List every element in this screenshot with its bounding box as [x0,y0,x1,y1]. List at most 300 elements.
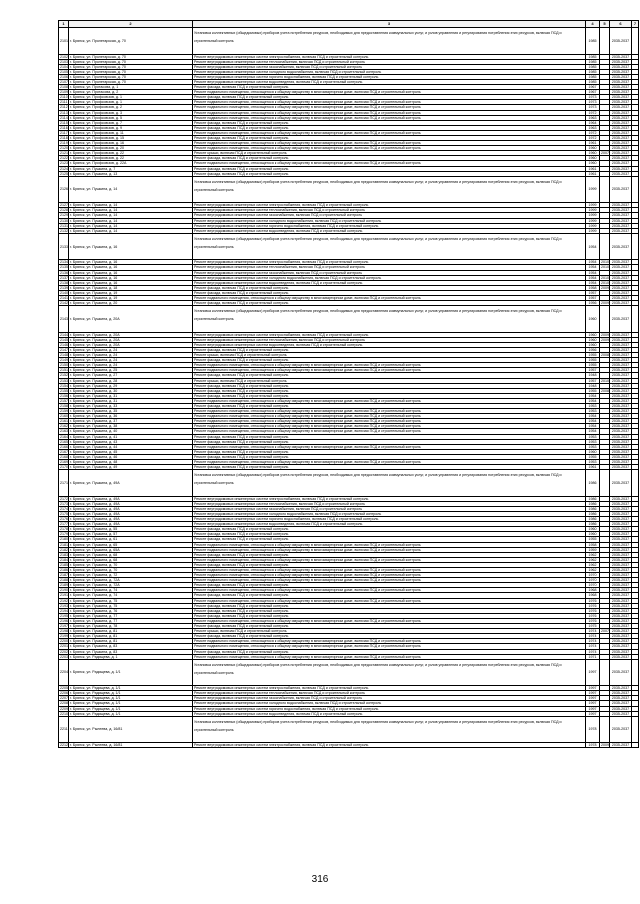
row-number-cell: 2136 [60,270,68,275]
row-number-cell: 2169 [60,460,68,464]
address-cell: г. Брянск, ул. Пушкина, д. 61 [69,537,193,542]
row-number-cell: 2201 [60,644,68,649]
address-cell: г. Брянск, ул. Пушкина, д. 78 [69,624,193,629]
address-cell: г. Брянск, ул. Пролетарская, д. 70 [69,28,193,55]
planned-period-cell: 2035-2037 [610,332,632,337]
address-cell: г. Брянск, ул. Пушкина, д. 49А [69,522,193,527]
row-number-cell: 2191 [60,593,68,598]
address-cell: г. Брянск, ул. Пушкина, д. 35 [69,409,193,414]
address-cell: г. Брянск, ул. Профсоюзов, д. 16 [69,141,193,146]
year-built-cell: 1997 [586,696,600,701]
address-cell: г. Брянск, ул. Профсоюзов, д. 5 [69,115,193,120]
work-type-cell: Ремонт подвального помещения, относящегося к общему имуществу в многоквартирном доме, включая ПСД и строительный контроль [193,130,586,135]
address-cell: г. Брянск, ул. Пушкина, д. 43 [69,439,193,444]
address-cell: г. Брянск, ул. Пушкина, д. 14 [69,218,193,223]
planned-period-cell: 2035-2037 [610,110,632,115]
planned-period-cell: 2035-2037 [610,573,632,578]
planned-period-cell: 2035-2037 [610,644,632,649]
address-cell: г. Брянск, ул. Пушкина, д. 14 [69,228,193,233]
row-number-cell: 2180 [60,537,68,542]
work-type-cell: Ремонт фасада, включая ПСД и строительный контроль [193,449,586,454]
year-built-cell: 1997 [586,701,600,706]
last-repair-year-cell: 2009 [601,332,609,337]
row-number-cell: 2116 [60,125,68,130]
work-type-cell: Ремонт подвального помещения, относящегося к общему имуществу в многоквартирном доме, включая ПСД и строительный контроль [193,398,586,403]
work-type-cell: Ремонт внутридомовых инженерных систем теплоснабжения, включая ПСД и строительный контроль [193,59,586,64]
work-type-cell: Ремонт подвального помещения, относящегося к общему имуществу в многоквартирном доме, включая ПСД и строительный контроль [193,105,586,110]
row-number-cell: 2113 [60,110,68,115]
row-number-cell: 2125 [60,171,68,176]
address-cell: г. Брянск, ул. Пушкина, д. 74 [69,588,193,593]
planned-period-cell: 2035-2037 [610,120,632,125]
planned-period-cell: 2035-2037 [610,470,632,497]
address-cell: г. Брянск, ул. Пушкина, д. 77 [69,613,193,618]
row-number-cell: 2104 [60,64,68,69]
year-built-cell: 1960 [586,527,600,532]
address-cell: г. Брянск, ул. Пушкина, д. 75 [69,603,193,608]
planned-period-cell: 2035-2037 [610,624,632,629]
work-type-cell: Ремонт внутридомовых инженерных систем холодного водоснабжения, включая ПСД и строительный контроль [193,218,586,223]
year-built-cell: 1956 [586,301,600,306]
year-built-cell: 1960 [586,337,600,342]
year-built-cell: 1954 [586,275,600,280]
address-cell: г. Брянск, ул. Пушкина, д. 49 [69,465,193,470]
address-cell: г. Брянск, ул. Пушкина, д. 70 [69,562,193,567]
row-number-cell: 2188 [60,578,68,583]
row-number-cell: 2164 [60,434,68,439]
note-cell [632,659,639,686]
last-repair-year-cell: 2009 [601,743,609,748]
row-number-cell: 2204 [59,659,69,686]
planned-period-cell: 2035-2037 [610,85,632,90]
row-number-cell: 2117 [60,130,68,135]
work-type-cell: Ремонт внутридомовых инженерных систем электроснабжения, включая ПСД и строительный контроль [193,54,586,59]
year-built-cell: 1985 [586,54,600,59]
year-built-cell: 1974 [586,644,600,649]
last-repair-year-cell: 2010 [601,280,609,285]
year-built-cell: 1975 [586,624,600,629]
work-type-cell: Ремонт внутридомовых инженерных систем водоотведения, включая ПСД и строительный контроль [193,79,586,84]
row-number-cell: 2127 [60,203,68,208]
work-type-cell: Ремонт подвального помещения, относящегося к общему имуществу в многоквартирном доме, включая ПСД и строительный контроль [193,424,586,429]
address-cell: г. Брянск, ул. Профсоюзов, д. 2 [69,105,193,110]
year-built-cell: 1997 [586,706,600,711]
year-built-cell: 1974 [586,629,600,634]
planned-period-cell: 2035-2037 [610,383,632,388]
planned-period-cell: 2035-2037 [610,649,632,654]
work-type-cell: Ремонт фасада, включая ПСД и строительный контроль [193,156,586,161]
planned-period-cell: 2035-2037 [610,79,632,84]
row-number-cell: 2200 [60,639,68,644]
row-number-cell: 2199 [60,634,68,639]
year-built-cell: 1961 [586,141,600,146]
planned-period-cell: 2035-2037 [610,613,632,618]
address-cell: г. Брянск, ул. Профсоюзов, д. 1 [69,95,193,100]
planned-period-cell: 2035-2037 [610,434,632,439]
address-cell: г. Брянск, ул. Пушкина, д. 16 [69,265,193,270]
planned-period-cell: 2035-2037 [610,629,632,634]
work-type-cell: Ремонт фасада, включая ПСД и строительный контроль [193,603,586,608]
row-number-cell: 2197 [60,624,68,629]
row-number-cell: 2102 [60,54,68,59]
work-type-cell: Ремонт фасада, включая ПСД и строительный контроль [193,634,586,639]
row-number-cell: 2103 [60,59,68,64]
year-built-cell: 1960 [586,532,600,537]
work-type-cell: Ремонт фасада, включая ПСД и строительный контроль [193,373,586,378]
address-cell: г. Брянск, ул. Пушкина, д. 49А [69,496,193,501]
row-number-cell: 2110 [60,95,68,100]
address-cell: г. Брянск, ул. Пушкина, д. 49А [69,511,193,516]
work-type-cell: Ремонт фасада, включая ПСД и строительный контроль [193,171,586,176]
address-cell: г. Брянск, ул. Пушкина, д. 28 [69,378,193,383]
work-type-cell: Ремонт внутридомовых инженерных систем теплоснабжения, включая ПСД и строительный контроль [193,691,586,696]
planned-period-cell: 2035-2037 [610,115,632,120]
address-cell: г. Брянск, ул. Пушкина, д. 49А [69,517,193,522]
work-type-cell: Ремонт внутридомовых инженерных систем водоотведения, включая ПСД и строительный контроль [193,228,586,233]
row-number-cell: 2205 [60,686,68,691]
planned-period-cell: 2035-2037 [610,593,632,598]
address-cell: г. Брянск, ул. Пролетарская, д. 70 [69,69,193,74]
address-cell: г. Брянск, ул. Пушкина, д. 65 [69,542,193,547]
work-type-cell: Ремонт фасада, включая ПСД и строительный контроль [193,532,586,537]
planned-period-cell: 2035-2037 [610,634,632,639]
work-type-cell: Ремонт фасада, включая ПСД и строительный контроль [193,125,586,130]
planned-period-cell: 2035-2037 [610,64,632,69]
address-cell: г. Брянск, ул. Пушкина, д. 72А [69,578,193,583]
year-built-cell: 1960 [586,306,600,333]
planned-period-cell: 2035-2037 [610,691,632,696]
planned-period-cell: 2035-2037 [610,378,632,383]
last-repair-year-cell: 2008 [601,353,609,358]
note-cell [632,306,639,333]
address-cell: г. Брянск, ул. Пушкина, д. 24 [69,363,193,368]
planned-period-cell: 2035-2037 [610,218,632,223]
row-number-cell: 2198 [60,629,68,634]
row-number-cell: 2194 [60,608,68,613]
last-repair-year-cell: 2010 [601,260,609,265]
row-number-cell: 2156 [60,393,68,398]
row-number-cell: 2123 [60,161,68,166]
address-cell: г. Брянск, ул. Пушкина, д. 18 [69,285,193,290]
note-cell [632,233,639,260]
last-repair-year-cell [600,233,610,260]
row-number-cell: 2139 [60,285,68,290]
year-built-cell: 1999 [586,218,600,223]
planned-period-cell: 2035-2037 [610,608,632,613]
register-table [58,20,639,748]
address-cell: г. Брянск, ул. Пролетарская, д. 70 [69,59,193,64]
planned-period-cell: 2035-2037 [610,583,632,588]
address-cell: г. Брянск, ул. Профсоюзов, д. 11 [69,130,193,135]
row-number-cell: 2178 [60,527,68,532]
row-number-cell: 2208 [60,701,68,706]
note-cell [632,470,639,497]
address-cell: г. Брянск, ул. Пушкина, д. 76 [69,608,193,613]
year-built-cell: 1954 [586,270,600,275]
work-type-cell: Ремонт подвального помещения, относящегося к общему имуществу в многоквартирном доме, включая ПСД и строительный контроль [193,100,586,105]
year-built-cell: 1999 [586,176,600,203]
work-type-cell: Ремонт фасада, включая ПСД и строительный контроль [193,166,586,171]
row-number-cell: 2105 [60,69,68,74]
work-type-cell: Ремонт внутридомовых инженерных систем электроснабжения, включая ПСД и строительный контроль [193,203,586,208]
address-cell: г. Брянск, ул. Пушкина, д. 20 [69,301,193,306]
year-built-cell: 1960 [586,156,600,161]
planned-period-cell: 2035-2037 [610,706,632,711]
year-built-cell: 1955 [586,358,600,363]
address-cell: г. Брянск, ул. Радищева, д. 1/1 [69,706,193,711]
row-number-cell: 2115 [60,120,68,125]
year-built-cell: 1953 [586,439,600,444]
work-type-cell: Ремонт фасада, включая ПСД и строительный контроль [193,85,586,90]
work-type-cell: Ремонт подвального помещения, относящегося к общему имуществу в многоквартирном доме, включая ПСД и строительный контроль [193,639,586,644]
planned-period-cell: 2035-2037 [610,578,632,583]
row-number-cell: 2119 [60,141,68,146]
work-type-cell: Ремонт подвального помещения, относящегося к общему имуществу в многоквартирном доме, включая ПСД и строительный контроль [193,618,586,623]
address-cell: г. Брянск, ул. Пушкина, д. 33 [69,403,193,408]
work-type-cell: Ремонт подвального помещения, относящегося к общему имуществу в многоквартирном доме, включая ПСД и строительный контроль [193,141,586,146]
planned-period-cell: 2035-2037 [610,213,632,218]
address-cell: г. Брянск, ул. Пушкина, д. 83 [69,644,193,649]
year-built-cell: 1960 [586,342,600,347]
last-repair-year-cell: 2009 [601,301,609,306]
work-type-cell: Ремонт фасада, включая ПСД и строительный контроль [193,434,586,439]
planned-period-cell: 2035-2037 [610,171,632,176]
year-built-cell: 1999 [586,223,600,228]
address-cell: г. Брянск, ул. Пушкина, д. 19 [69,290,193,295]
address-cell: г. Брянск, ул. Профсоюзов, д. 7 [69,120,193,125]
address-cell: г. Брянск, ул. Протасова, д. 1 [69,85,193,90]
year-built-cell: 1948 [586,373,600,378]
planned-period-cell: 2035-2037 [610,542,632,547]
work-type-cell: Ремонт внутридомовых инженерных систем водоотведения, включая ПСД и строительный контроль [193,342,586,347]
row-number-cell: 2189 [60,583,68,588]
address-cell: г. Брянск, ул. Пушкина, д. 19 [69,295,193,300]
row-number-cell: 2107 [60,79,68,84]
table-row [59,716,639,743]
planned-period-cell: 2035-2037 [610,654,632,659]
year-built-cell: 1960 [586,449,600,454]
address-cell: г. Брянск, ул. Пушкина, д. 72А [69,583,193,588]
address-cell: г. Брянск, ул. Пушкина, д. 14 [69,213,193,218]
row-number-cell: 2175 [60,511,68,516]
row-number-cell: 2122 [60,156,68,161]
work-type-cell: Ремонт подвального помещения, относящегося к общему имуществу в многоквартирном доме, включая ПСД и строительный контроль [193,368,586,373]
row-number-cell: 2152 [60,373,68,378]
year-built-cell: 1955 [586,363,600,368]
year-built-cell: 1954 [586,280,600,285]
work-type-cell: Ремонт внутридомовых инженерных систем газоснабжения, включая ПСД и строительный контроль [193,506,586,511]
last-repair-year-cell [600,176,610,203]
year-built-cell: 1976 [586,618,600,623]
last-repair-year-cell [600,470,610,497]
year-built-cell: 1954 [586,233,600,260]
planned-period-cell: 2035-2037 [610,429,632,434]
row-number-cell: 2124 [60,166,68,171]
address-cell: г. Брянск, ул. Пушкина, д. 38 [69,424,193,429]
address-cell: г. Брянск, ул. Пушкина, д. 14 [69,208,193,213]
planned-period-cell: 2035-2037 [610,659,632,686]
work-type-cell: Ремонт внутридомовых инженерных систем теплоснабжения, включая ПСД и строительный контроль [193,501,586,506]
address-cell: г. Брянск, ул. Пушкина, д. 25 [69,368,193,373]
work-type-cell: Ремонт внутридомовых инженерных систем газоснабжения, включая ПСД и строительный контроль [193,213,586,218]
work-type-cell: Ремонт подвального помещения, относящегося к общему имуществу в многоквартирном доме, включая ПСД и строительный контроль [193,444,586,449]
work-type-cell: Ремонт внутридомовых инженерных систем газоснабжения, включая ПСД и строительный контроль [193,64,586,69]
last-repair-year-cell [600,716,610,743]
work-type-cell: Ремонт подвального помещения, относящегося к общему имуществу в многоквартирном доме, включая ПСД и строительный контроль [193,598,586,603]
work-type-cell: Ремонт внутридомовых инженерных систем теплоснабжения, включая ПСД и строительный контроль [193,337,586,342]
work-type-cell: Ремонт подвального помещения, относящегося к общему имуществу в многоквартирном доме, включая ПСД и строительный контроль [193,542,586,547]
address-cell: г. Брянск, ул. Пушкина, д. 49А [69,501,193,506]
row-number-cell: 2129 [60,213,68,218]
last-repair-year-cell: 2009 [601,285,609,290]
year-built-cell: 1953 [586,409,600,414]
work-type-cell: Ремонт фасада, включая ПСД и строительный контроль [193,95,586,100]
planned-period-cell: 2035-2037 [610,409,632,414]
address-cell: г. Брянск, ул. Пушкина, д. 16 [69,260,193,265]
work-type-cell: Ремонт фасада, включая ПСД и строительный контроль [193,593,586,598]
planned-period-cell: 2035-2037 [610,156,632,161]
year-built-cell: 1953 [586,460,600,465]
work-type-cell: Ремонт внутридомовых инженерных систем горячего водоснабжения, включая ПСД и строительный контроль [193,74,586,79]
address-cell: г. Брянск, ул. Пушкина, д. 77 [69,618,193,623]
work-type-cell: Ремонт внутридомовых инженерных систем водоотведения, включая ПСД и строительный контроль [193,280,586,285]
last-repair-year-cell [600,659,610,686]
address-cell: г. Брянск, ул. Профсоюзов, д. 15 [69,136,193,141]
work-type-cell: Ремонт подвального помещения, относящегося к общему имуществу в многоквартирном доме, включая ПСД и строительный контроль [193,414,586,419]
address-cell: г. Брянск, ул. Профсоюзов, д. 9 [69,125,193,130]
work-type-cell: Ремонт внутридомовых инженерных систем водоотведения, включая ПСД и строительный контроль [193,522,586,527]
year-built-cell: 1953 [586,434,600,439]
address-cell: г. Брянск, ул. Пушкина, д. 30 [69,388,193,393]
row-number-cell: 2172 [60,496,68,501]
table-row [59,28,639,55]
year-built-cell: 1974 [586,649,600,654]
note-cell [632,716,639,743]
year-built-cell: 1961 [586,465,600,470]
address-cell: г. Брянск, ул. Профсоюзов, д. 20 [69,146,193,151]
row-number-cell: 2145 [60,337,68,342]
address-cell: г. Брянск, ул. Пушкина, д. 68 [69,557,193,562]
row-number-cell: 2120 [60,146,68,151]
row-number-cell: 2148 [60,353,68,358]
year-built-cell: 1956 [586,347,600,352]
row-number-cell: 2196 [60,618,68,623]
year-built-cell: 1963 [586,125,600,130]
row-number-cell: 2146 [60,342,68,347]
planned-period-cell: 2035-2037 [610,373,632,378]
planned-period-cell: 2035-2037 [610,439,632,444]
year-built-cell: 1953 [586,403,600,408]
year-built-cell: 1999 [586,203,600,208]
row-number-cell: 2157 [60,398,68,403]
last-repair-year-cell: 2007 [601,151,609,156]
planned-period-cell: 2035-2037 [610,460,632,465]
address-cell: г. Брянск, ул. Пушкина, д. 81 [69,639,193,644]
planned-period-cell: 2035-2037 [610,90,632,95]
year-built-cell: 1955 [586,454,600,459]
work-type-cell: Ремонт подвального помещения, относящегося к общему имуществу в многоквартирном доме, включая ПСД и строительный контроль [193,363,586,368]
row-number-cell: 2202 [60,649,68,654]
work-type-cell: Ремонт фасада, включая ПСД и строительный контроль [193,608,586,613]
column-header: 2 [69,21,193,28]
planned-period-cell: 2035-2037 [610,28,632,55]
work-type-cell: Ремонт подвального помещения, относящегося к общему имуществу в многоквартирном доме, включая ПСД и строительный контроль [193,409,586,414]
planned-period-cell: 2035-2037 [610,496,632,501]
year-built-cell: 1973 [586,105,600,110]
column-header: 4 [586,21,600,28]
work-type-cell: Ремонт подвального помещения, относящегося к общему имуществу в многоквартирном доме, включая ПСД и строительный контроль [193,568,586,573]
row-number-cell: 2210 [60,711,68,716]
planned-period-cell: 2035-2037 [610,203,632,208]
note-cell [632,743,639,748]
row-number-cell: 2132 [60,228,68,233]
address-cell: г. Брянск, ул. Радищева, д. 1/1 [69,659,193,686]
planned-period-cell: 2035-2037 [610,95,632,100]
work-type-cell: Ремонт подвального помещения, относящегося к общему имуществу в многоквартирном доме, включая ПСД и строительный контроль [193,90,586,95]
address-cell: г. Брянск, ул. Профсоюзов, д. 3 [69,110,193,115]
register-table-container [58,20,638,748]
planned-period-cell: 2035-2037 [610,743,632,748]
planned-period-cell: 2035-2037 [610,419,632,424]
last-repair-year-cell: 2010 [601,378,609,383]
planned-period-cell: 2035-2037 [610,711,632,716]
address-cell: г. Брянск, ул. Пушкина, д. 24 [69,358,193,363]
address-cell: г. Брянск, ул. Радищева, д. 1/1 [69,701,193,706]
work-type-cell: Ремонт подвального помещения, относящегося к общему имуществу в многоквартирном доме, включая ПСД и строительный контроль [193,460,586,465]
work-type-cell: Ремонт фасада, включая ПСД и строительный контроль [193,439,586,444]
work-type-cell: Ремонт фасада, включая ПСД и строительный контроль [193,624,586,629]
address-cell: г. Брянск, ул. Пушкина, д. 70 [69,568,193,573]
year-built-cell: 1976 [586,598,600,603]
row-number-cell: 2211 [59,716,69,743]
work-type-cell: Ремонт внутридомовых инженерных систем холодного водоснабжения, включая ПСД и строительный контроль [193,701,586,706]
planned-period-cell: 2035-2037 [610,223,632,228]
planned-period-cell: 2035-2037 [610,686,632,691]
address-cell: г. Брянск, ул. Пушкина, д. 48 [69,460,193,465]
planned-period-cell: 2035-2037 [610,568,632,573]
row-number-cell: 2212 [60,743,68,748]
year-built-cell: 1986 [586,511,600,516]
work-type-cell: Ремонт фасада, включая ПСД и строительный контроль [193,562,586,567]
last-repair-year-cell: 2010 [601,265,609,270]
year-built-cell: 1960 [586,146,600,151]
row-number-cell: 2149 [60,358,68,363]
year-built-cell: 1968 [586,593,600,598]
planned-period-cell: 2035-2037 [610,444,632,449]
row-number-cell: 2171 [59,470,69,497]
row-number-cell: 2151 [60,368,68,373]
row-number-cell: 2159 [60,409,68,414]
planned-period-cell: 2035-2037 [610,130,632,135]
work-type-cell: Ремонт внутридомовых инженерных систем газоснабжения, включая ПСД и строительный контроль [193,270,586,275]
address-cell: г. Брянск, ул. Пушкина, д. 44 [69,444,193,449]
planned-period-cell: 2035-2037 [610,100,632,105]
work-type-cell: Ремонт внутридомовых инженерных систем горячего водоснабжения, включая ПСД и строительный контроль [193,223,586,228]
year-built-cell: 1957 [586,368,600,373]
planned-period-cell: 2035-2037 [610,265,632,270]
planned-period-cell: 2035-2037 [610,557,632,562]
work-type-cell: Установка коллективных (общедомовых) приборов учета потребления ресурсов, необходимых для предоставления коммунальных услуг, и узлов управления и регулирования потребления этих ресурсов, включая ПСД и строительный контроль [193,233,586,260]
last-repair-year-cell [600,306,610,333]
row-number-cell: 2133 [59,233,69,260]
planned-period-cell: 2035-2037 [610,716,632,743]
year-built-cell: 1959 [586,547,600,552]
planned-period-cell: 2035-2037 [610,547,632,552]
planned-period-cell: 2035-2037 [610,449,632,454]
year-built-cell: 1968 [586,588,600,593]
work-type-cell: Ремонт фасада, включая ПСД и строительный контроль [193,301,586,306]
planned-period-cell: 2035-2037 [610,506,632,511]
